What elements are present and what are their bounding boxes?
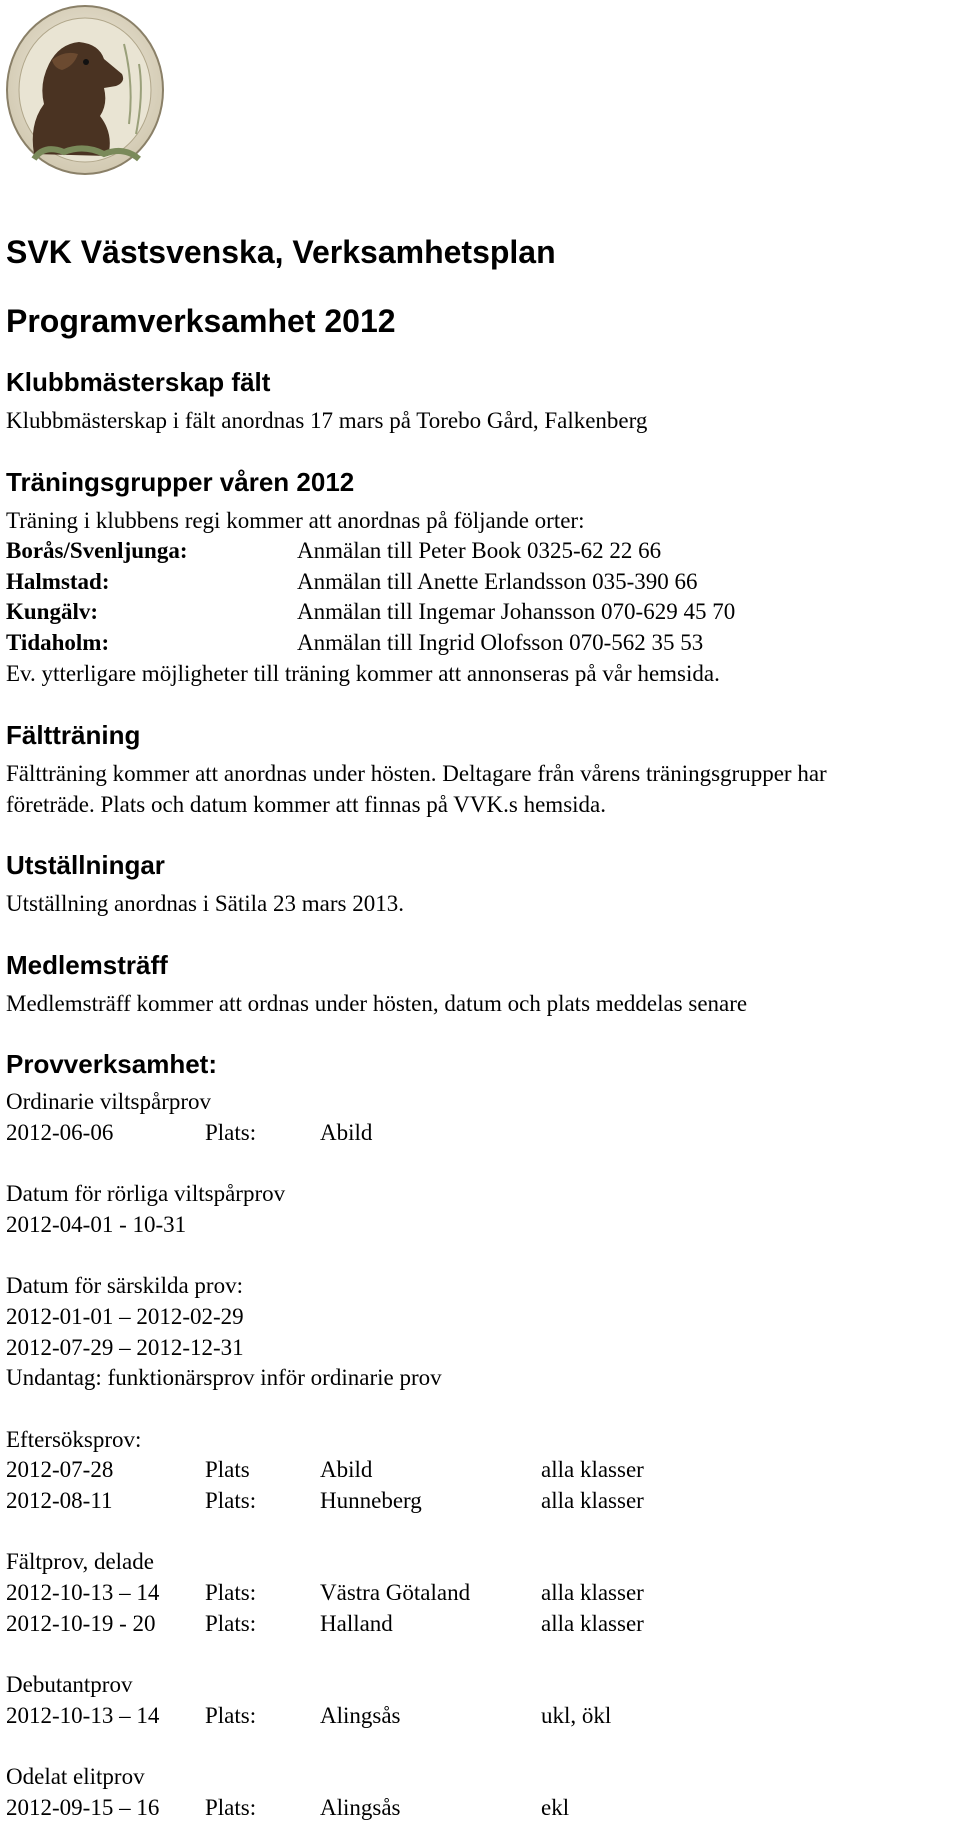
- page-title: SVK Västsvenska, Verksamhetsplan: [6, 234, 556, 270]
- trial-date: 2012-06-06: [6, 1120, 114, 1145]
- trial-date: 2012-10-19 - 20: [6, 1611, 156, 1636]
- trial-place: Alingsås: [320, 1795, 401, 1820]
- trial-date: 2012-10-13 – 14: [6, 1580, 160, 1605]
- training-contact: Anmälan till Ingrid Olofsson 070-562 35 53: [297, 630, 704, 655]
- trial-plats-label: Plats:: [205, 1795, 257, 1820]
- faltprov-label: Fältprov, delade: [6, 1549, 154, 1574]
- eftersok-label: Eftersöksprov:: [6, 1427, 142, 1452]
- provverksamhet-heading: Provverksamhet:: [6, 1049, 217, 1079]
- sarskilda-exception: Undantag: funktionärsprov inför ordinarie prov: [6, 1365, 442, 1390]
- sarskilda-range: 2012-01-01 – 2012-02-29: [6, 1304, 244, 1329]
- trial-date: 2012-08-11: [6, 1488, 113, 1513]
- elit-label: Odelat elitprov: [6, 1764, 145, 1789]
- trial-date: 2012-09-15 – 16: [6, 1795, 160, 1820]
- training-contact: Anmälan till Anette Erlandsson 035-390 66: [297, 569, 698, 594]
- trial-date: 2012-10-13 – 14: [6, 1703, 160, 1728]
- sarskilda-range: 2012-07-29 – 2012-12-31: [6, 1335, 244, 1360]
- training-place: Tidaholm:: [6, 630, 110, 655]
- trial-place: Abild: [320, 1120, 373, 1145]
- page-subtitle: Programverksamhet 2012: [6, 303, 396, 339]
- traningsgrupper-intro: Träning i klubbens regi kommer att anordnas på följande orter:: [6, 508, 585, 533]
- trial-place: Abild: [320, 1457, 373, 1482]
- trial-place: Hunneberg: [320, 1488, 422, 1513]
- trial-plats-label: Plats:: [205, 1488, 257, 1513]
- rorliga-range: 2012-04-01 - 10-31: [6, 1212, 187, 1237]
- trial-place: Alingsås: [320, 1703, 401, 1728]
- sarskilda-label: Datum för särskilda prov:: [6, 1273, 243, 1298]
- medlemstraff-text: Medlemsträff kommer att ordnas under hösten, datum och plats meddelas senare: [6, 991, 748, 1016]
- trial-plats-label: Plats:: [205, 1611, 257, 1636]
- traningsgrupper-heading: Träningsgrupper våren 2012: [6, 467, 355, 497]
- trial-plats-label: Plats:: [205, 1120, 257, 1145]
- utstallningar-text: Utställning anordnas i Sätila 23 mars 2013.: [6, 891, 404, 916]
- trial-plats-label: Plats: [205, 1457, 250, 1482]
- utstallningar-heading: Utställningar: [6, 850, 165, 880]
- falttraning-text-line2: företräde. Plats och datum kommer att finnas på VVK.s hemsida.: [6, 792, 606, 817]
- falttraning-text-line1: Fältträning kommer att anordnas under hösten. Deltagare från vårens träningsgrupper har: [6, 761, 827, 786]
- trial-class: ukl, ökl: [541, 1703, 612, 1728]
- trial-place: Halland: [320, 1611, 393, 1636]
- klubbmasterskap-text: Klubbmästerskap i fält anordnas 17 mars på Torebo Gård, Falkenberg: [6, 408, 648, 433]
- trial-class: alla klasser: [541, 1457, 644, 1482]
- training-note: Ev. ytterligare möjligheter till träning kommer att annonseras på vår hemsida.: [6, 661, 720, 686]
- medlemstraff-heading: Medlemsträff: [6, 950, 168, 980]
- klubbmasterskap-heading: Klubbmästerskap fält: [6, 367, 271, 397]
- trial-class: alla klasser: [541, 1580, 644, 1605]
- training-contact: Anmälan till Peter Book 0325-62 22 66: [297, 538, 662, 563]
- trial-class: alla klasser: [541, 1488, 644, 1513]
- trial-plats-label: Plats:: [205, 1580, 257, 1605]
- club-logo: [4, 4, 166, 176]
- training-contact: Anmälan till Ingemar Johansson 070-629 45 70: [297, 599, 736, 624]
- rorliga-label: Datum för rörliga viltspårprov: [6, 1181, 286, 1206]
- training-place: Kungälv:: [6, 599, 99, 624]
- trial-class: ekl: [541, 1795, 570, 1820]
- ordinarie-label: Ordinarie viltspårprov: [6, 1089, 212, 1114]
- training-place: Borås/Svenljunga:: [6, 538, 188, 563]
- trial-plats-label: Plats:: [205, 1703, 257, 1728]
- trial-class: alla klasser: [541, 1611, 644, 1636]
- trial-place: Västra Götaland: [320, 1580, 471, 1605]
- training-place: Halmstad:: [6, 569, 110, 594]
- trial-date: 2012-07-28: [6, 1457, 114, 1482]
- debutant-label: Debutantprov: [6, 1672, 133, 1697]
- falttraning-heading: Fältträning: [6, 720, 141, 750]
